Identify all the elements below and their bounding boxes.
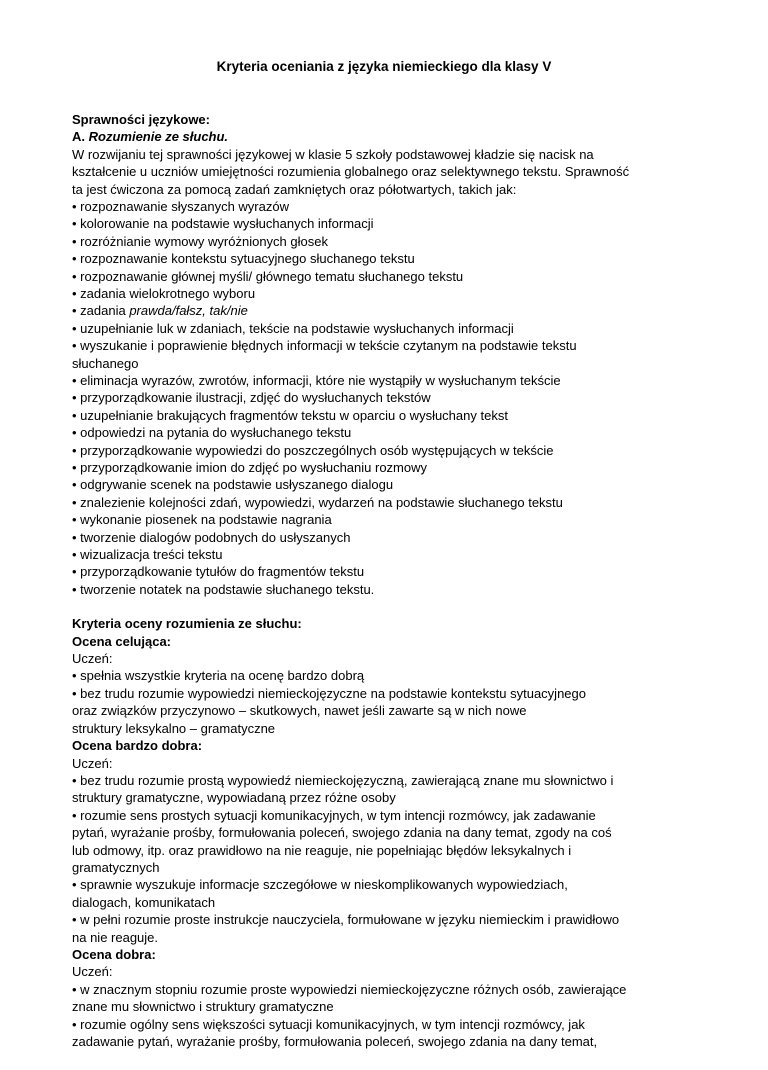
text-line: lub odmowy, itp. oraz prawidłowo na nie reaguje, nie popełniając błędów leksykalnych i: [72, 842, 572, 858]
text-line: • przyporządkowanie tytułów do fragmentów tekstu: [72, 564, 365, 580]
text-line: • zadania wielokrotnego wyboru: [72, 285, 256, 301]
text-segment: • zadania: [72, 303, 130, 319]
text-line: • przyporządkowanie imion do zdjęć po wysłuchaniu rozmowy: [72, 460, 427, 476]
text-line: kształcenie u uczniów umiejętności rozumienia globalnego oraz selektywnego tekstu. Sprawność: [72, 164, 630, 180]
text-line: Uczeń:: [72, 755, 113, 771]
text-segment: A.: [72, 129, 89, 145]
text-line: • bez trudu rozumie wypowiedzi niemieckojęzyczne na podstawie kontekstu sytuacyjnego: [72, 685, 586, 701]
text-line: struktury gramatyczne, wypowiadaną przez różne osoby: [72, 790, 396, 806]
text-line: • wyszukanie i poprawienie błędnych informacji w tekście czytanym na podstawie tekstu: [72, 338, 577, 354]
text-line: • rozpoznawanie słyszanych wyrazów: [72, 198, 289, 214]
page-title: Kryteria oceniania z języka niemieckiego dla klasy V: [216, 59, 552, 74]
text-line: pytań, wyrażanie prośby, formułowania poleceń, swojego zdania na dany temat, zgody na coś: [72, 825, 612, 841]
text-line: Ocena dobra:: [72, 946, 156, 962]
text-line: znane mu słownictwo i struktury gramatyczne: [72, 999, 334, 1015]
text-line: Uczeń:: [72, 964, 113, 980]
text-line: słuchanego: [72, 355, 139, 371]
text-line: • rozróżnianie wymowy wyróżnionych głosek: [72, 233, 328, 249]
text-line: zadawanie pytań, wyrażanie prośby, formułowania poleceń, swojego zdania na dany temat,: [72, 1034, 598, 1050]
text-line: • eliminacja wyrazów, zwrotów, informacji, które nie wystąpiły w wysłuchanym tekście: [72, 372, 561, 388]
text-line: • znalezienie kolejności zdań, wypowiedzi, wydarzeń na podstawie słuchanego tekstu: [72, 494, 563, 510]
text-segment: Rozumienie ze słuchu.: [88, 129, 229, 145]
text-line: • odpowiedzi na pytania do wysłuchanego tekstu: [72, 425, 352, 441]
text-segment: prawda/fałsz, tak/nie: [129, 303, 248, 319]
text-line: [72, 302, 696, 319]
text-line: dialogach, komunikatach: [72, 894, 216, 910]
text-line: W rozwijaniu tej sprawności językowej w klasie 5 szkoły podstawowej kładzie się nacisk na: [72, 146, 594, 162]
text-line: Kryteria oceny rozumienia ze słuchu:: [72, 616, 302, 632]
text-line: gramatycznych: [72, 859, 160, 875]
text-line: • w znacznym stopniu rozumie proste wypowiedzi niemieckojęzyczne różnych osób, zawierające: [72, 981, 627, 997]
text-line: • przyporządkowanie wypowiedzi do poszczególnych osób występujących w tekście: [72, 442, 554, 458]
document-body: [72, 111, 696, 1051]
text-line: struktury leksykalno – gramatyczne: [72, 720, 276, 736]
text-line: • w pełni rozumie proste instrukcje nauczyciela, formułowane w języku niemieckim i prawidłowo: [72, 912, 620, 928]
text-line: Uczeń:: [72, 651, 113, 667]
text-line: • wykonanie piosenek na podstawie nagrania: [72, 512, 332, 528]
text-line: • tworzenie dialogów podobnych do usłyszanych: [72, 529, 351, 545]
text-line: • przyporządkowanie ilustracji, zdjęć do wysłuchanych tekstów: [72, 390, 431, 406]
section-sprawnosci-jezykowe: [72, 111, 696, 598]
text-line: • sprawnie wyszukuje informacje szczegółowe w nieskomplikowanych wypowiedziach,: [72, 877, 568, 893]
text-line: • uzupełnianie luk w zdaniach, tekście na podstawie wysłuchanych informacji: [72, 320, 514, 336]
text-line: Ocena bardzo dobra:: [72, 738, 203, 754]
text-line: oraz związków przyczynowo – skutkowych, nawet jeśli zawarte są w nich nowe: [72, 703, 527, 719]
paragraph-spacer: [72, 598, 696, 615]
text-line: • uzupełnianie brakujących fragmentów tekstu w oparciu o wysłuchany tekst: [72, 407, 508, 423]
text-line: • spełnia wszystkie kryteria na ocenę bardzo dobrą: [72, 668, 365, 684]
text-line: na nie reaguje.: [72, 929, 159, 945]
text-line: Sprawności językowe:: [72, 111, 210, 127]
text-line: • rozumie ogólny sens większości sytuacji komunikacyjnych, w tym intencji rozmówcy, jak: [72, 1016, 585, 1032]
text-line: • wizualizacja treści tekstu: [72, 547, 223, 563]
text-line: • rozpoznawanie głównej myśli/ głównego tematu słuchanego tekstu: [72, 268, 464, 284]
section-kryteria-oceny-rozumienia: [72, 615, 696, 1050]
text-line: • rozumie sens prostych sytuacji komunikacyjnych, w tym intencji rozmówcy, jak zadawanie: [72, 807, 596, 823]
text-line: ta jest ćwiczona za pomocą zadań zamkniętych oraz półotwartych, takich jak:: [72, 181, 517, 197]
text-line: • rozpoznawanie kontekstu sytuacyjnego słuchanego tekstu: [72, 251, 415, 267]
text-line: • bez trudu rozumie prostą wypowiedź niemieckojęzyczną, zawierającą znane mu słownictwo i: [72, 772, 614, 788]
text-line: • odgrywanie scenek na podstawie usłyszanego dialogu: [72, 477, 394, 493]
text-line: • tworzenie notatek na podstawie słuchanego tekstu.: [72, 581, 375, 597]
text-line: • kolorowanie na podstawie wysłuchanych informacji: [72, 216, 374, 232]
text-line: [72, 128, 696, 145]
text-line: Ocena celująca:: [72, 633, 171, 649]
